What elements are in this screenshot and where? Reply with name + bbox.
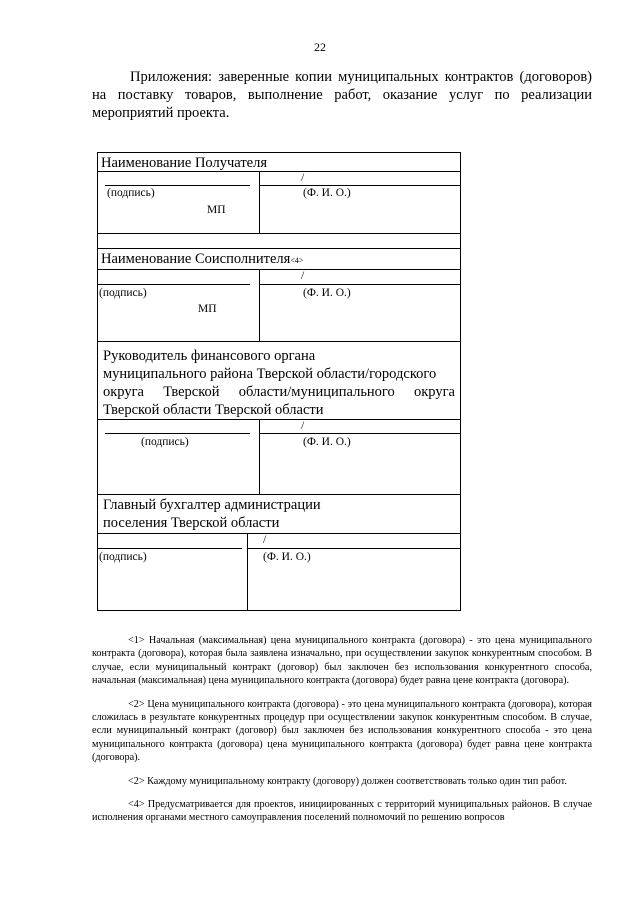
finance-head-title-1: Руководитель финансового органа bbox=[103, 348, 316, 364]
footnote-1: <1> Начальная (максимальная) цена муниципального контракта (договора) - это цена муниципального контракта (договора), которая была заявлена изначально, при осуществлении закупок конкурентным способом. В случае, если муниципальный контракт (договор) был заключен без использования конкурентного способа, начальная (максимальная) цена муниципального контракта (договора) будет равна цене контракта (договора). bbox=[92, 635, 592, 687]
finance-head-title-2: муниципального района Тверской области/городского bbox=[103, 366, 437, 382]
footnotes bbox=[92, 634, 592, 835]
page-number: 22 bbox=[314, 40, 326, 54]
footnote-3: <2> Каждому муниципальному контракту (договору) должен соответствовать только один тип работ. bbox=[128, 775, 567, 787]
attachments-text: Приложения: заверенные копии муниципальных контрактов (договоров) на поставку товаров, выполнение работ, оказание услуг по реализации мероприятий проекта. bbox=[92, 69, 592, 121]
coexecutor-title-row bbox=[101, 250, 303, 270]
footnote-4: <4> Предусматривается для проектов, инициированных с территорий муниципальных районов. В случае исполнения органами местного самоуправления поселений полномочий по решению вопросов bbox=[92, 799, 592, 824]
coexecutor-signature-label: (подпись) bbox=[99, 287, 147, 299]
coexecutor-note-ref: <4> bbox=[290, 256, 304, 265]
finance-head-title-4: Тверской области Тверской области bbox=[103, 402, 324, 418]
recipient-title: Наименование Получателя bbox=[101, 155, 268, 171]
chief-accountant-signature-line bbox=[97, 548, 242, 549]
finance-head-signature-label: (подпись) bbox=[141, 436, 189, 448]
recipient-fio-label: (Ф. И. О.) bbox=[303, 187, 351, 199]
recipient-signature-label: (подпись) bbox=[107, 187, 155, 199]
chief-accountant-signature-label: (подпись) bbox=[99, 551, 147, 563]
signature-table bbox=[97, 152, 461, 611]
finance-head-signature-line bbox=[105, 433, 250, 434]
finance-head-slash: / bbox=[301, 420, 305, 432]
coexecutor-signature-line bbox=[97, 284, 250, 285]
coexecutor-slash: / bbox=[301, 270, 305, 282]
chief-accountant-slash: / bbox=[263, 534, 267, 546]
chief-accountant-title-1: Главный бухгалтер администрации bbox=[103, 497, 321, 513]
recipient-signature-line bbox=[105, 185, 250, 186]
attachments-paragraph bbox=[92, 68, 592, 122]
coexecutor-title: Наименование Соисполнителя bbox=[101, 251, 291, 267]
footnote-2: <2> Цена муниципального контракта (договора) - это цена муниципального контракта (договора), которая сложилась в результате конкурентных процедур при осуществлении закупок конкурентным способом. В случае, если муниципальный контракт (договор) был заключен без использования конкурентного способа - это цена муниципального контракта (договора) цена муниципального контракта (договора) будет равна цене контракта (договора). bbox=[92, 698, 592, 764]
coexecutor-fio-label: (Ф. И. О.) bbox=[303, 287, 351, 299]
recipient-slash: / bbox=[301, 172, 305, 184]
chief-accountant-title-2: поселения Тверской области bbox=[103, 515, 280, 531]
finance-head-title-3: округа Тверской области/муниципального округа bbox=[103, 384, 455, 400]
coexecutor-seal: МП bbox=[198, 303, 217, 315]
chief-accountant-fio-label: (Ф. И. О.) bbox=[263, 551, 311, 563]
recipient-seal: МП bbox=[207, 204, 226, 216]
finance-head-fio-label: (Ф. И. О.) bbox=[303, 436, 351, 448]
